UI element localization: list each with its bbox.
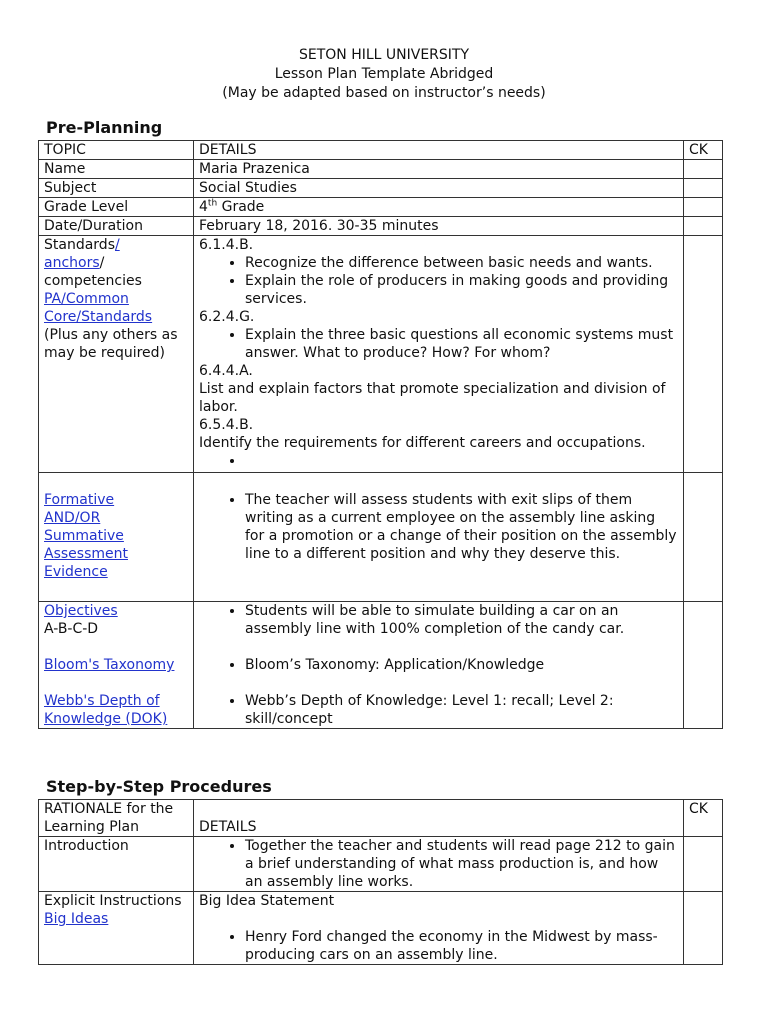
core-standards-link[interactable]: Core/Standards [44,309,153,325]
explicit-label-cell [39,892,194,965]
webbs-dok-link[interactable]: Webb's Depth of Knowledge (DOK) [44,693,168,727]
and-or-link[interactable]: AND/OR [44,510,101,526]
bullet-list [199,837,678,891]
table-header-row [39,800,723,837]
standard-text: List and explain factors that promote specialization and division of labor. [199,381,666,415]
pa-common-link[interactable]: PA/Common [44,291,129,307]
grade-word: Grade [217,199,265,215]
empty-bullet-item [245,452,678,470]
anchors-link[interactable]: anchors [44,255,100,271]
evidence-link[interactable]: Evidence [44,564,108,580]
template-subtitle: (May be adapted based on instructor’s needs) [222,85,546,101]
objectives-label-cell [39,602,194,729]
standards-details [194,236,684,473]
standard-text: Identify the requirements for different careers and occupations. [199,435,646,451]
ck-cell [684,179,723,198]
bullet-list [199,452,678,472]
explicit-details [194,892,684,965]
procedures-title: Step-by-Step Procedures [46,777,272,796]
table-header-row [39,141,723,160]
objectives-row [39,602,723,729]
blooms-taxonomy-link[interactable]: Bloom's Taxonomy [44,657,175,673]
grade-number: 4 [199,199,208,215]
topic-header: TOPIC [39,141,194,160]
others-note: (Plus any others as may be required) [44,327,178,361]
bullet-list [199,656,678,674]
details-header [194,800,684,837]
assessment-details [194,473,684,602]
table-row [39,198,723,217]
abcd-label: A-B-C-D [44,621,99,637]
document-header [0,46,768,103]
procedures-table [38,799,723,965]
bullet-item: • The teacher will assess students with exit slips of them writing as a current employee on the assembly line asking for a promotion or a change of their position on the assembly line to a different position and why they deserve this. [245,491,678,563]
row-value: Social Studies [194,179,684,198]
university-name: SETON HILL UNIVERSITY [298,47,470,63]
standard-code: 6.4.4.A. [199,363,253,379]
introduction-details [194,837,684,892]
objectives-link[interactable]: Objectives [44,603,118,619]
details-header: DETAILS [194,141,684,160]
bullet-item: • Students will be able to simulate building a car on an assembly line with 100% completion of the candy car. [245,602,678,638]
preplanning-table [38,140,723,729]
ck-cell [684,892,723,965]
big-idea-statement: Big Idea Statement [199,893,335,909]
bullet-list [199,491,678,563]
standards-label: Standards [44,237,115,253]
objectives-details [194,602,684,729]
explicit-row [39,892,723,965]
table-row [39,217,723,236]
bullet-item: • Bloom’s Taxonomy: Application/Knowledge [245,656,678,674]
bullet-list [199,602,678,638]
bullet-list [199,692,678,728]
ck-header: CK [684,141,723,160]
introduction-row [39,837,723,892]
formative-link[interactable]: Formative [44,492,115,508]
bullet-item: • Recognize the difference between basic needs and wants. [245,254,678,272]
standards-label-cell [39,236,194,473]
slash-text: / [99,255,105,271]
bullet-list [199,326,678,362]
bullet-item: • Explain the role of producers in making goods and providing services. [245,272,678,308]
bullet-item: • Henry Ford changed the economy in the Midwest by mass-producing cars on an assembly line. [245,928,678,964]
row-label: Name [39,160,194,179]
bullet-item: • Explain the three basic questions all economic systems must answer. What to produce? How? For whom? [245,326,678,362]
standard-code: 6.5.4.B. [199,417,254,433]
grade-suffix: th [207,198,218,209]
table-row [39,179,723,198]
ck-cell [684,602,723,729]
ck-cell [684,198,723,217]
standards-link[interactable]: / [114,237,120,253]
row-value: February 18, 2016. 30-35 minutes [194,217,684,236]
standards-row [39,236,723,473]
bullet-list [199,928,678,964]
competencies-label: competencies [44,273,142,289]
preplanning-title: Pre-Planning [46,118,163,137]
table-row [39,160,723,179]
summative-link[interactable]: Summative [44,528,124,544]
ck-cell [684,217,723,236]
standard-code: 6.2.4.G. [199,309,255,325]
row-label: Subject [39,179,194,198]
row-value [194,198,684,217]
standard-code: 6.1.4.B. [199,237,254,253]
ck-cell [684,473,723,602]
details-header-label: DETAILS [199,819,257,835]
row-label: Grade Level [39,198,194,217]
ck-cell [684,837,723,892]
assessment-link[interactable]: Assessment [44,546,128,562]
row-label: Date/Duration [39,217,194,236]
template-title: Lesson Plan Template Abridged [274,66,494,82]
rationale-header: RATIONALE for the Learning Plan [39,800,194,837]
bullet-item: • Webb’s Depth of Knowledge: Level 1: recall; Level 2: skill/concept [245,692,678,728]
assessment-label-cell [39,473,194,602]
ck-cell [684,160,723,179]
row-label: Introduction [39,837,194,892]
explicit-label: Explicit Instructions [44,893,182,909]
bullet-item: • Together the teacher and students will read page 212 to gain a brief understanding of what mass production is, and how an assembly line works. [245,837,678,891]
ck-header: CK [684,800,723,837]
ck-cell [684,236,723,473]
big-ideas-link[interactable]: Big Ideas [44,911,109,927]
assessment-row [39,473,723,602]
bullet-list [199,254,678,308]
row-value: Maria Prazenica [194,160,684,179]
